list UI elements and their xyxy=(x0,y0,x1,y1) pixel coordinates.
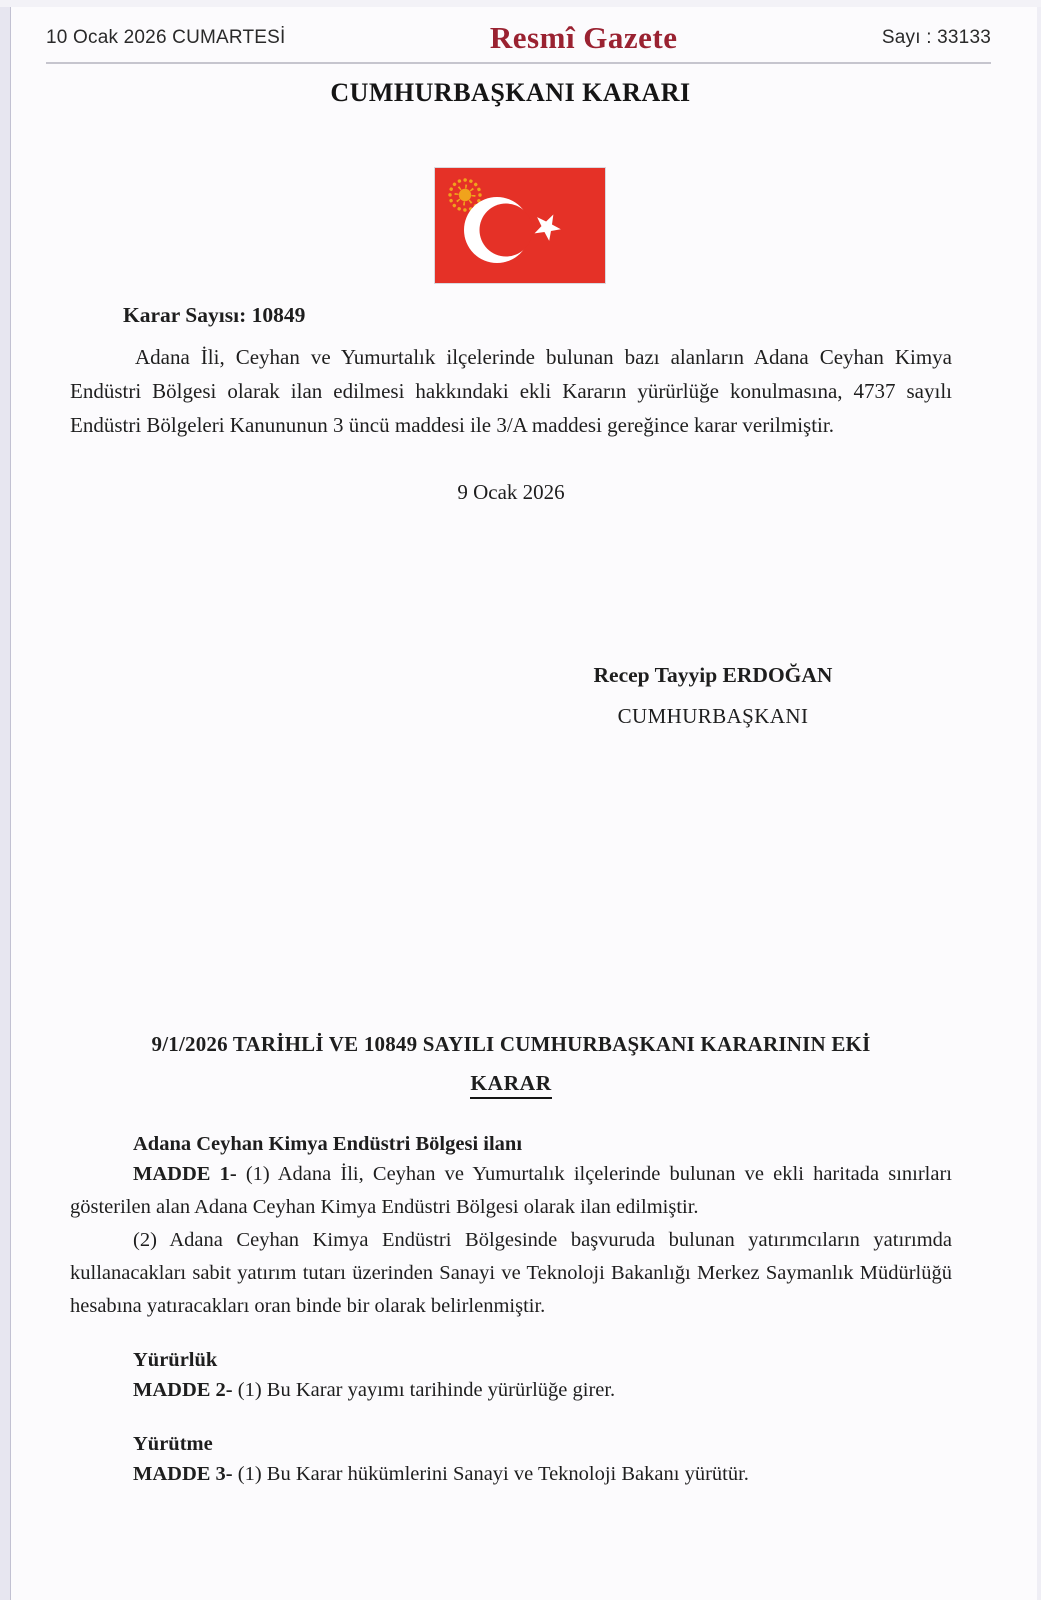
article-1-clause-2: (2) Adana Ceyhan Kimya Endüstri Bölgesinde başvuruda bulunan yatırımcıların yatırımda kullanacakları sabit yatırım tutarı üzerinden Sanayi ve Teknoloji Bakanlığı Merkez Saymanlık Müdürlüğü hesabına yatıracakları oran binde bir olarak belirlenmiştir. xyxy=(70,1229,952,1317)
section-yurutme-title: Yürütme xyxy=(133,1433,213,1455)
scan-edge-right xyxy=(1037,0,1041,1600)
header-divider xyxy=(46,62,991,64)
gazette-masthead: Resmî Gazete xyxy=(489,20,678,55)
document-title: CUMHURBAŞKANI KARARI xyxy=(330,78,691,107)
gazette-date: 10 Ocak 2026 CUMARTESİ xyxy=(46,27,286,48)
article-3-text: (1) Bu Karar hükümlerini Sanayi ve Teknoloji Bakanı yürütür. xyxy=(232,1463,749,1485)
article-1-label: MADDE 1- xyxy=(133,1163,237,1185)
turkish-presidential-flag xyxy=(435,168,605,283)
gazette-issue-number: Sayı : 33133 xyxy=(881,27,991,48)
article-1-paragraph xyxy=(70,1158,952,1224)
signer-title: CUMHURBAŞKANI xyxy=(617,704,809,728)
article-3-label: MADDE 3- xyxy=(133,1463,233,1485)
article-2-label: MADDE 2- xyxy=(133,1379,233,1401)
decision-block xyxy=(70,303,952,737)
annex-title-text: KARAR xyxy=(470,1071,551,1099)
scan-edge-left xyxy=(0,0,11,1600)
decision-number: Karar Sayısı: 10849 xyxy=(123,303,306,327)
gazette-header xyxy=(46,20,991,56)
article-1-text: (1) Adana İli, Ceyhan ve Yumurtalık ilçelerinde bulunan ve ekli haritada sınırları gösterilen alan Adana Ceyhan Kimya Endüstri Bölgesi olarak ilan edilmiştir. xyxy=(70,1163,952,1218)
scan-edge-top xyxy=(0,0,1041,7)
decision-date: 9 Ocak 2026 xyxy=(457,480,565,504)
annex-block xyxy=(70,1032,952,1491)
article-2-text: (1) Bu Karar yayımı tarihinde yürürlüğe girer. xyxy=(232,1379,616,1401)
section-yururluk-title: Yürürlük xyxy=(133,1349,218,1371)
article-3-paragraph xyxy=(133,1458,952,1491)
decision-body-paragraph: Adana İli, Ceyhan ve Yumurtalık ilçelerinde bulunan bazı alanların Adana Ceyhan Kimya Endüstri Bölgesi olarak ilan edilmesi hakkındaki ekli Kararın yürürlüğe konulmasına, 4737 sayılı Endüstri Bölgeleri Kanununun 3 üncü maddesi ile 3/A maddesi gereğince karar verilmiştir. xyxy=(70,345,952,437)
annex-subject: Adana Ceyhan Kimya Endüstri Bölgesi ilanı xyxy=(133,1133,523,1155)
signer-name: Recep Tayyip ERDOĞAN xyxy=(593,663,833,687)
sun-disc xyxy=(459,189,471,201)
signature-block xyxy=(558,655,868,737)
annex-heading: 9/1/2026 TARİHLİ VE 10849 SAYILI CUMHURBAŞKANI KARARININ EKİ xyxy=(151,1032,871,1056)
article-2-paragraph xyxy=(133,1374,952,1407)
annex-title xyxy=(70,1071,952,1099)
